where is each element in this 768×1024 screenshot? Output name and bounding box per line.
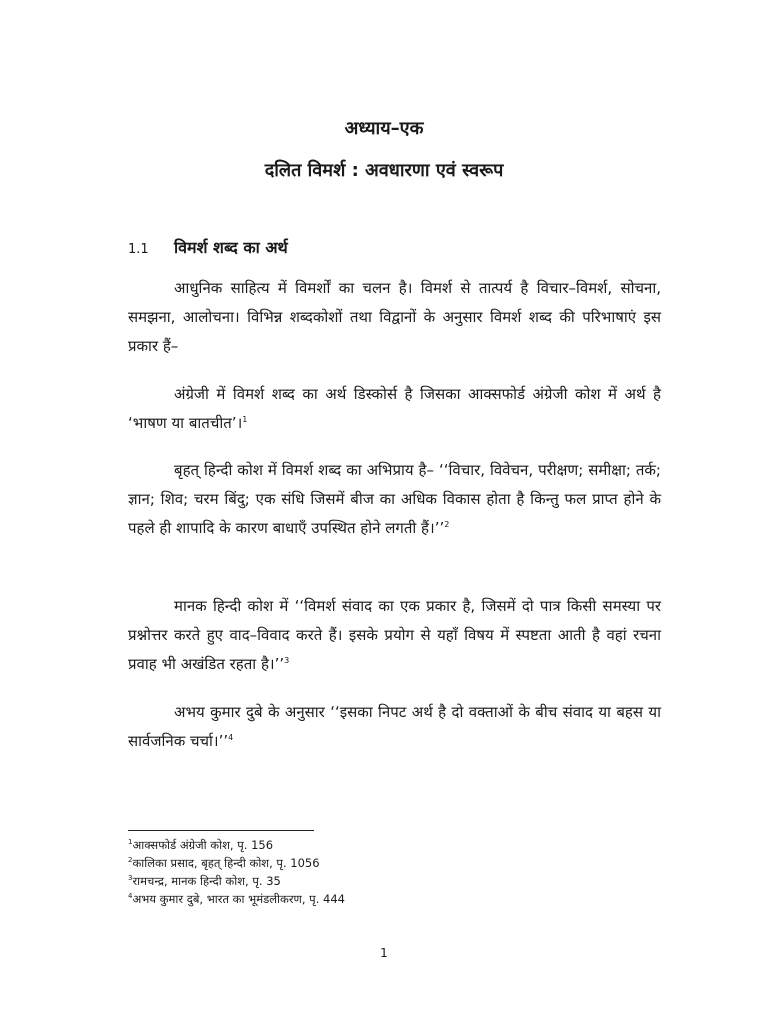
paragraph-text: बृहत् हिन्दी कोश में विमर्श शब्द का अभिप्राय है– ‘‘विचार, विवेचन, परीक्षण; समीक्षा; तर्क; ज्ञान; शिव; चरम बिंदु; एक संधि जिसमें बीज का अधिक विकास होता है किन्तु फल प्राप्त होने के पहले ही शापादि के कारण बाधाएँ उपस्थित होने लगती हैं।’’ xyxy=(128,461,661,537)
section-heading-text: विमर्श शब्द का अर्थ xyxy=(174,238,288,257)
footnote-divider xyxy=(128,830,314,831)
footnote-reference: 1 xyxy=(242,415,248,424)
footnote-reference: 3 xyxy=(284,656,290,665)
paragraph xyxy=(128,592,661,679)
section-number: 1.1 xyxy=(128,242,149,257)
footnote xyxy=(128,854,668,872)
paragraph-text: अभय कुमार दुबे के अनुसार ‘‘इसका निपट अर्थ है दो वक्ताओं के बीच संवाद या बहस या सार्वजनिक चर्चा।’’ xyxy=(128,703,661,750)
footnote-number: 2 xyxy=(128,856,133,865)
footnote xyxy=(128,890,668,908)
paragraph-text: मानक हिन्दी कोश में ‘‘विमर्श संवाद का एक प्रकार है, जिसमें दो पात्र किसी समस्या पर प्रश्नोत्तर करते हुए वाद–विवाद करते हैं। इसके प्रयोग से यहाँ विषय में स्पष्टता आती है वहां रचना प्रवाह भी अखंडित रहता है।’’ xyxy=(128,597,661,673)
paragraph xyxy=(128,456,661,543)
paragraph xyxy=(128,274,661,361)
footnote-number: 1 xyxy=(128,838,133,847)
footnote xyxy=(128,872,668,890)
paragraph xyxy=(128,380,661,438)
page-number: 1 xyxy=(380,946,388,960)
footnote-text: अभय कुमार दुबे, भारत का भूमंडलीकरण, पृ. 444 xyxy=(132,892,345,906)
footnote-number: 3 xyxy=(128,874,133,883)
chapter-title: अध्याय–एक xyxy=(344,118,424,139)
footnote-text: आक्सफोर्ड अंग्रेजी कोश, पृ. 156 xyxy=(132,838,274,852)
footnote-reference: 2 xyxy=(444,520,450,529)
paragraph-text: अंग्रेजी में विमर्श शब्द का अर्थ डिस्कोर्स है जिसका आक्सफोर्ड अंग्रेजी कोश में अर्थ है ‘भाषण या बातचीत’। xyxy=(128,385,661,432)
footnotes xyxy=(128,836,668,908)
footnote-reference: 4 xyxy=(228,733,234,742)
chapter-subtitle: दलित विमर्श : अवधारणा एवं स्वरूप xyxy=(264,160,504,181)
footnote xyxy=(128,836,668,854)
paragraph xyxy=(128,698,661,756)
footnote-text: कालिका प्रसाद, बृहत् हिन्दी कोश, पृ. 1056 xyxy=(132,856,320,870)
footnote-text: रामचन्द्र, मानक हिन्दी कोश, पृ. 35 xyxy=(132,874,281,888)
section-heading xyxy=(128,236,668,258)
paragraph-text: आधुनिक साहित्य में विमर्शों का चलन है। विमर्श से तात्पर्य है विचार–विमर्श, सोचना, समझना, आलोचना। विभिन्न शब्दकोशों तथा विद्वानों के अनुसार विमर्श शब्द की परिभाषाएं इस प्रकार हैं– xyxy=(128,279,661,355)
footnote-number: 4 xyxy=(128,892,133,901)
